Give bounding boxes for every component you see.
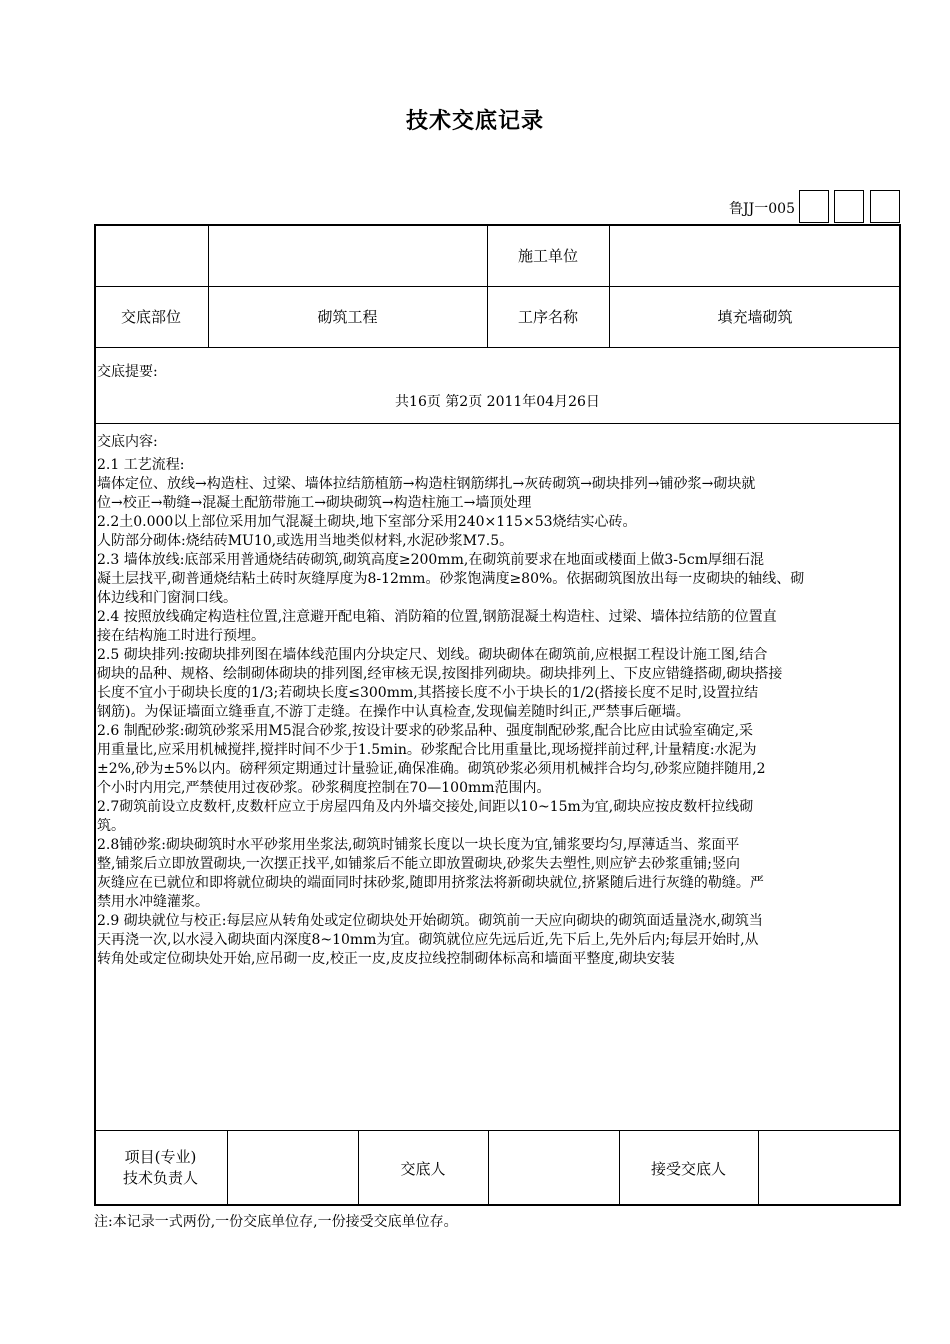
unit-label: 施工单位: [517, 246, 578, 265]
footer-divider-1: [227, 1130, 228, 1206]
content-line: 筑。: [97, 818, 125, 834]
discloser-label: 交底人: [400, 1159, 446, 1178]
content-line: 2.9 砌块就位与校正:每层应从转角处或定位砌块处开始砌筑。砌筑前一天应向砌块的砌筑面适量浇水,砌筑当: [97, 913, 763, 929]
tech-lead-line1: 项目(专业): [124, 1148, 197, 1166]
part-value: 砌筑工程: [317, 308, 378, 326]
content-line: 体边线和门窗洞口线。: [97, 590, 237, 606]
code-box-2: [834, 190, 864, 223]
content-line: 2.4 按照放线确定构造柱位置,注意避开配电箱、消防箱的位置,钢筋混凝土构造柱、过梁、墙体拉结筋的位置直: [97, 609, 777, 625]
content-line: 墙体定位、放线→构造柱、过梁、墙体拉结筋植筋→构造柱钢筋绑扎→灰砖砌筑→砌块排列→铺砂浆→砌块就: [97, 476, 756, 492]
content-line: 个小时内用完,严禁使用过夜砂浆。砂浆稠度控制在70—100mm范围内。: [97, 780, 551, 796]
content-label: 交底内容:: [97, 434, 158, 450]
content-line: 长度不宜小于砌块长度的1/3;若砌块长度≤300mm,其搭接长度不小于块长的1/2(搭接长度不足时,设置拉结: [97, 685, 759, 701]
content-line: 接在结构施工时进行预埋。: [97, 628, 265, 644]
process-label: 工序名称: [517, 308, 578, 326]
content-line: 2.8铺砂浆:砌块砌筑时水平砂浆用坐浆法,砌筑时铺浆长度以一块长度为宜,铺浆要均匀,厚薄适当、浆面平: [97, 837, 740, 853]
content-line: 钢筋)。为保证墙面立缝垂直,不游丁走缝。在操作中认真检查,发现偏差随时纠正,严禁事后砸墙。: [97, 704, 690, 720]
content-line: ±2%,砂为±5%以内。磅秤须定期通过计量验证,确保准确。砌筑砂浆必须用机械拌合均匀,砂浆应随拌随用,2: [97, 761, 766, 777]
summary-label: 交底提要:: [97, 364, 158, 380]
content-line: 灰缝应在已就位和即将就位砌块的端面同时抹砂浆,随即用挤浆法将新砌块就位,挤紧随后进行灰缝的勒缝。严: [97, 875, 764, 891]
content-line: 凝土层找平,砌普通烧结粘土砖时灰缝厚度为8-12mm。砂浆饱满度≥80%。依据砌筑图放出每一皮砌块的轴线、砌: [97, 571, 805, 587]
content-line: 2.7砌筑前设立皮数杆,皮数杆应立于房屋四角及内外墙交接处,间距以10~15m为宜,砌块应按皮数杆拉线砌: [97, 799, 754, 815]
content-line: 砌块的品种、规格、绘制砌体砌块的排列图,经审核无误,按图排列砌块。砌块排列上、下皮应错缝搭砌,砌块搭接: [97, 666, 783, 682]
footer-divider-3: [488, 1130, 489, 1206]
summary-text: 共16页 第2页 2011年04月26日: [395, 394, 600, 410]
code-box-1: [799, 190, 829, 223]
content-line: 禁用水冲缝灌浆。: [97, 894, 209, 910]
footnote: 注:本记录一式两份,一份交底单位存,一份接受交底单位存。: [94, 1214, 458, 1230]
content-line: 人防部分砌体:烧结砖MU10,或选用当地类似材料,水泥砂浆M7.5。: [97, 533, 514, 549]
row-divider-2: [94, 347, 901, 348]
footer-divider-5: [758, 1130, 759, 1206]
content-line: 2.3 墙体放线:底部采用普通烧结砖砌筑,砌筑高度≥200mm,在砌筑前要求在地面或楼面上做3-5cm厚细石混: [97, 552, 764, 568]
process-value: 填充墙砌筑: [717, 308, 793, 326]
content-line: 2.5 砌块排列:按砌块排列图在墙体线范围内分块定尺、划线。砌块砌体在砌筑前,应根据工程设计施工图,结合: [97, 647, 768, 663]
tech-lead-line2: 技术负责人: [122, 1169, 198, 1187]
content-line: 转角处或定位砌块处开始,应吊砌一皮,校正一皮,皮皮拉线控制砌体标高和墙面平整度,砌块安装: [97, 951, 675, 967]
content-line: 位→校正→勒缝→混凝土配筋带施工→砌块砌筑→构造柱施工→墙顶处理: [97, 495, 532, 511]
content-line: 2.6 制配砂浆:砌筑砂浆采用M5混合砂浆,按设计要求的砂浆品种、强度制配砂浆,配合比应由试验室确定,采: [97, 723, 754, 739]
content-line: 2.1 工艺流程:: [97, 457, 185, 473]
content-line: 用重量比,应采用机械搅拌,搅拌时间不少于1.5min。砂浆配合比用重量比,现场搅拌前过秤,计量精度:水泥为: [97, 742, 757, 758]
content-line: 整,铺浆后立即放置砌块,一次摆正找平,如铺浆后不能立即放置砌块,砂浆失去塑性,则应铲去砂浆重铺;竖向: [97, 856, 740, 872]
content-line: 天再浇一次,以水浸入砌块面内深度8~10mm为宜。砌筑就位应先远后近,先下后上,先外后内;每层开始时,从: [97, 932, 759, 948]
form-code: 鲁JJ一005: [729, 201, 795, 217]
content-body: [97, 456, 900, 969]
tech-lead-label: [94, 1130, 227, 1206]
part-label: 交底部位: [120, 308, 181, 326]
row-divider-3: [94, 423, 901, 424]
code-box-3: [870, 190, 900, 223]
content-line: 2.2土0.000以上部位采用加气混凝土砌块,地下室部分采用240×115×53烧结实心砖。: [97, 514, 637, 530]
receiver-label: 接受交底人: [650, 1159, 726, 1178]
page-title: 技术交底记录: [405, 108, 544, 134]
